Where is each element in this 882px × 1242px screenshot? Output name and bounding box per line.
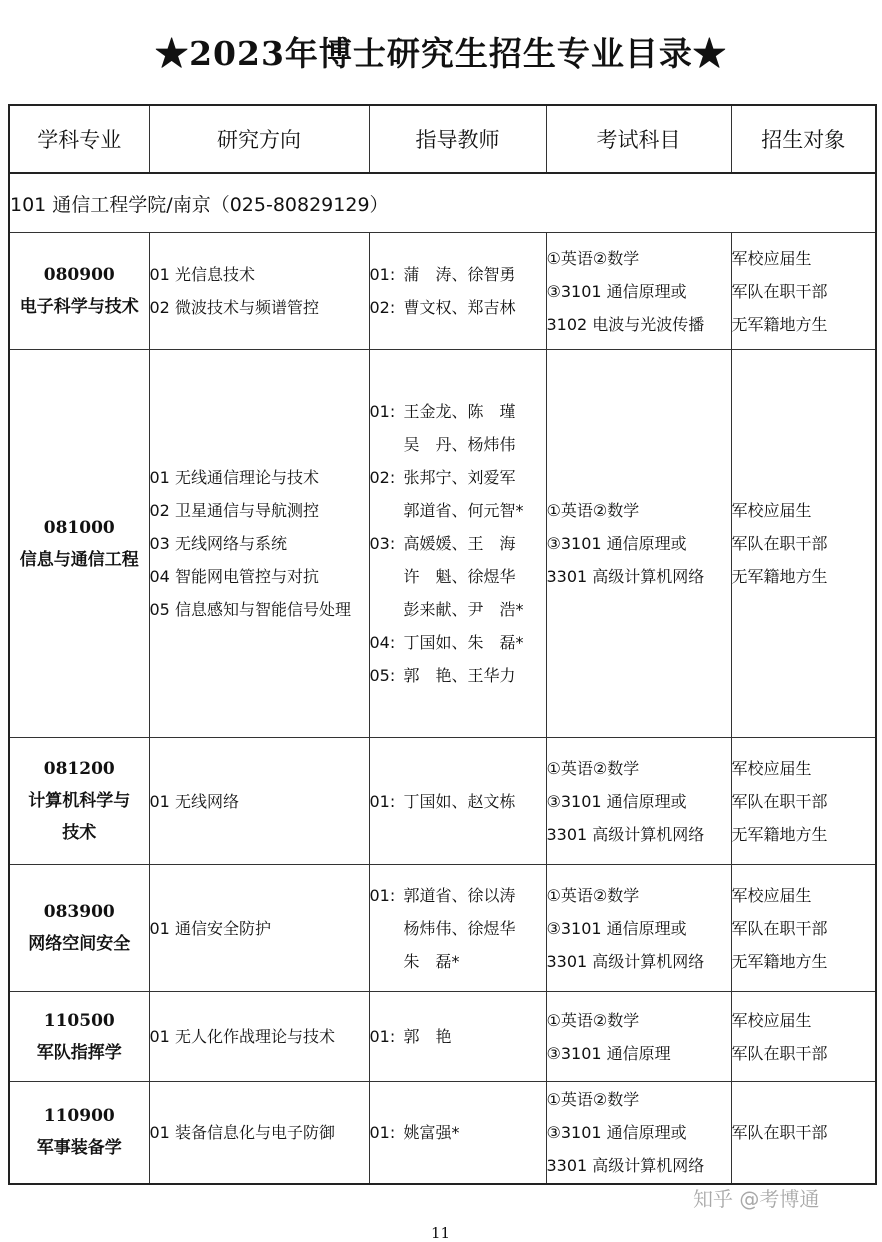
target-item: 无军籍地方生	[731, 567, 828, 586]
exam-cell	[546, 233, 731, 350]
exam-cell	[546, 350, 731, 738]
direction-item: 02 微波技术与频谱管控	[149, 298, 319, 317]
header-advisor: 指导教师	[369, 105, 546, 173]
advisor-names: 许 魁、徐煜华	[403, 567, 516, 586]
advisor-cell	[369, 350, 546, 738]
advisor-line	[370, 494, 546, 527]
advisor-line	[370, 291, 546, 324]
advisor-cell	[369, 865, 546, 992]
advisor-names: 张邦宁、刘爱军	[403, 468, 516, 487]
advisor-direction-prefix: 01:	[369, 885, 396, 905]
page-number: 11	[431, 1224, 451, 1242]
exam-item: ③3101 通信原理或	[546, 791, 687, 811]
advisor-names: 朱 磊*	[403, 951, 460, 971]
target-item: 军队在职干部	[731, 534, 828, 553]
target-cell	[731, 738, 876, 865]
advisor-direction-prefix: 01:	[369, 791, 396, 811]
direction-item: 04 智能网电管控与对抗	[149, 567, 319, 586]
major-name: 信息与通信工程	[19, 549, 139, 570]
catalog-table	[8, 104, 877, 1185]
table-row	[9, 992, 876, 1082]
direction-item: 02 卫星通信与导航测控	[149, 501, 319, 520]
advisor-names: 郭道省、何元智*	[403, 501, 524, 520]
target-cell	[731, 865, 876, 992]
exam-item: ③3101 通信原理或	[546, 534, 687, 553]
direction-item: 01 装备信息化与电子防御	[149, 1122, 335, 1142]
major-cell	[9, 350, 149, 738]
advisor-line	[370, 659, 546, 692]
major-cell	[9, 865, 149, 992]
direction-cell	[149, 738, 369, 865]
exam-item: ①英语②数学	[546, 758, 640, 778]
major-code: 080900	[43, 265, 115, 285]
table-row	[9, 1082, 876, 1184]
advisor-line	[370, 785, 546, 818]
advisor-cell	[369, 1082, 546, 1184]
major-cell	[9, 233, 149, 350]
advisor-names: 郭道省、徐以涛	[403, 885, 516, 905]
target-item: 无军籍地方生	[731, 314, 828, 334]
major-cell	[9, 738, 149, 865]
target-item: 军队在职干部	[731, 1043, 828, 1063]
exam-item: ①英语②数学	[546, 1010, 640, 1030]
advisor-names: 蒲 涛、徐智勇	[403, 265, 516, 284]
direction-item: 01 通信安全防护	[149, 918, 271, 938]
major-name: 技术	[62, 823, 97, 843]
exam-item: ①英语②数学	[546, 1089, 640, 1109]
table-row	[9, 233, 876, 350]
major-name: 军事装备学	[36, 1138, 122, 1159]
direction-item: 01 光信息技术	[149, 265, 255, 284]
target-item: 军校应届生	[731, 248, 812, 268]
major-code: 083900	[43, 902, 115, 922]
exam-item: ①英语②数学	[546, 248, 640, 268]
exam-item: ③3101 通信原理	[546, 1043, 671, 1063]
exam-item: 3301 高级计算机网络	[546, 824, 705, 844]
exam-cell	[546, 1082, 731, 1184]
header-direction: 研究方向	[149, 105, 369, 173]
target-item: 军校应届生	[731, 885, 812, 905]
major-name: 计算机科学与	[28, 791, 131, 811]
advisor-names: 郭 艳	[403, 1027, 452, 1046]
advisor-direction-prefix: 01:	[369, 1122, 396, 1142]
advisor-names: 高媛媛、王 海	[403, 534, 516, 553]
advisor-direction-prefix: 04:	[369, 633, 396, 652]
advisor-cell	[369, 992, 546, 1082]
target-item: 军队在职干部	[731, 1122, 828, 1142]
header-exam: 考试科目	[546, 105, 731, 173]
table-row	[9, 350, 876, 738]
major-cell	[9, 992, 149, 1082]
direction-cell	[149, 1082, 369, 1184]
target-cell	[731, 233, 876, 350]
advisor-direction-prefix: 02:	[369, 298, 396, 317]
direction-cell	[149, 992, 369, 1082]
advisor-names: 郭 艳、王华力	[403, 666, 516, 685]
advisor-names: 丁国如、赵文栋	[403, 791, 516, 811]
advisor-direction-prefix: 03:	[369, 534, 396, 553]
advisor-line	[370, 945, 546, 978]
advisor-cell	[369, 233, 546, 350]
advisor-names: 吴 丹、杨炜伟	[403, 435, 516, 454]
advisor-line	[370, 395, 546, 428]
target-item: 军队在职干部	[731, 918, 828, 938]
direction-item: 01 无线网络	[149, 791, 239, 811]
advisor-line	[370, 912, 546, 945]
direction-item: 03 无线网络与系统	[149, 534, 287, 553]
advisor-direction-prefix: 01:	[369, 265, 396, 284]
major-name: 网络空间安全	[28, 934, 131, 954]
advisor-line	[370, 527, 546, 560]
advisor-cell	[369, 738, 546, 865]
major-code: 110500	[43, 1010, 115, 1031]
advisor-line	[370, 1116, 546, 1149]
exam-cell	[546, 865, 731, 992]
major-code: 110900	[43, 1106, 115, 1127]
exam-item: 3301 高级计算机网络	[546, 951, 705, 971]
direction-cell	[149, 350, 369, 738]
college-name: 101 通信工程学院/南京（025-80829129）	[9, 173, 876, 233]
exam-item: ③3101 通信原理或	[546, 1122, 687, 1142]
target-cell	[731, 350, 876, 738]
direction-item: 05 信息感知与智能信号处理	[149, 600, 351, 619]
direction-cell	[149, 233, 369, 350]
advisor-line	[370, 626, 546, 659]
exam-item: 3301 高级计算机网络	[546, 567, 705, 586]
advisor-names: 丁国如、朱 磊*	[403, 633, 524, 652]
target-item: 无军籍地方生	[731, 951, 828, 971]
advisor-line	[370, 1020, 546, 1053]
advisor-names: 杨炜伟、徐煜华	[403, 918, 516, 938]
header-major: 学科专业	[9, 105, 149, 173]
advisor-line	[370, 879, 546, 912]
direction-cell	[149, 865, 369, 992]
exam-cell	[546, 992, 731, 1082]
target-item: 军队在职干部	[731, 281, 828, 301]
advisor-line	[370, 428, 546, 461]
exam-item: ①英语②数学	[546, 501, 640, 520]
table-row	[9, 738, 876, 865]
advisor-names: 王金龙、陈 瑾	[403, 402, 516, 421]
advisor-direction-prefix: 05:	[369, 666, 396, 685]
advisor-direction-prefix: 02:	[369, 468, 396, 487]
college-row	[9, 173, 876, 233]
advisor-names: 姚富强*	[403, 1122, 460, 1142]
target-item: 军校应届生	[731, 1010, 812, 1030]
header-target: 招生对象	[731, 105, 876, 173]
exam-item: ③3101 通信原理或	[546, 918, 687, 938]
advisor-names: 曹文权、郑吉林	[403, 298, 516, 317]
exam-item: ①英语②数学	[546, 885, 640, 905]
major-code: 081200	[43, 759, 115, 779]
major-code: 081000	[43, 517, 115, 538]
direction-item: 01 无人化作战理论与技术	[149, 1027, 335, 1046]
target-item: 军队在职干部	[731, 791, 828, 811]
major-cell	[9, 1082, 149, 1184]
advisor-names: 彭来献、尹 浩*	[403, 600, 524, 619]
exam-cell	[546, 738, 731, 865]
target-item: 军校应届生	[731, 501, 812, 520]
major-name: 军队指挥学	[36, 1042, 122, 1063]
watermark: 知乎 @考博通	[693, 1187, 820, 1211]
target-item: 军校应届生	[731, 758, 812, 778]
exam-item: 3102 电波与光波传播	[546, 314, 705, 334]
major-name: 电子科学与技术	[19, 297, 139, 317]
advisor-line	[370, 560, 546, 593]
advisor-line	[370, 461, 546, 494]
page-title: ★2023年博士研究生招生专业目录★	[155, 34, 727, 73]
exam-item: ③3101 通信原理或	[546, 281, 687, 301]
advisor-line	[370, 593, 546, 626]
target-cell	[731, 1082, 876, 1184]
advisor-line	[370, 258, 546, 291]
advisor-direction-prefix: 01:	[369, 1027, 396, 1046]
exam-item: 3301 高级计算机网络	[546, 1155, 705, 1175]
table-row	[9, 865, 876, 992]
direction-item: 01 无线通信理论与技术	[149, 468, 319, 487]
target-cell	[731, 992, 876, 1082]
advisor-direction-prefix: 01:	[369, 402, 396, 421]
header-row	[9, 105, 876, 173]
target-item: 无军籍地方生	[731, 824, 828, 844]
